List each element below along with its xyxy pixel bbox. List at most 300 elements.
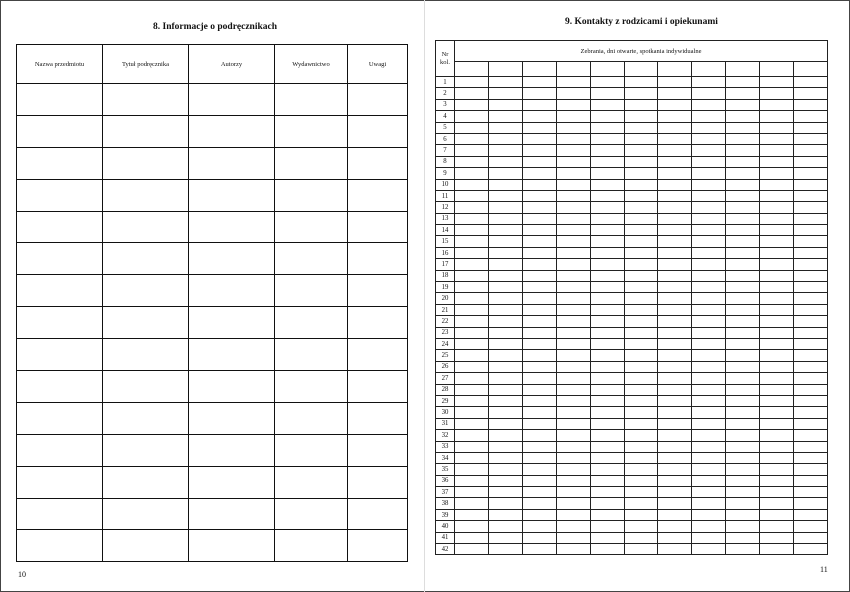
contact-cell[interactable] [658, 441, 692, 452]
contact-cell[interactable] [556, 202, 590, 213]
contact-cell[interactable] [488, 259, 522, 270]
contact-cell[interactable] [455, 122, 489, 133]
contact-cell[interactable] [760, 145, 794, 156]
contact-cell[interactable] [760, 498, 794, 509]
contact-cell[interactable] [794, 282, 828, 293]
contact-cell[interactable] [692, 247, 726, 258]
books-cell[interactable] [17, 84, 103, 116]
contact-cell[interactable] [658, 259, 692, 270]
books-cell[interactable] [17, 402, 103, 434]
contact-cell[interactable] [522, 350, 556, 361]
contact-cell[interactable] [658, 99, 692, 110]
contact-cell[interactable] [692, 133, 726, 144]
contact-cell[interactable] [794, 361, 828, 372]
books-cell[interactable] [189, 466, 275, 498]
contact-cell[interactable] [522, 88, 556, 99]
contact-cell[interactable] [556, 430, 590, 441]
books-cell[interactable] [17, 243, 103, 275]
contact-cell[interactable] [658, 384, 692, 395]
contact-cell[interactable] [455, 532, 489, 543]
contact-cell[interactable] [794, 316, 828, 327]
books-cell[interactable] [189, 179, 275, 211]
contact-cell[interactable] [556, 544, 590, 555]
contact-cell[interactable] [794, 156, 828, 167]
contact-cell[interactable] [455, 316, 489, 327]
meeting-date-header-cell[interactable] [658, 62, 692, 77]
contact-cell[interactable] [760, 304, 794, 315]
books-cell[interactable] [103, 275, 189, 307]
contact-cell[interactable] [522, 441, 556, 452]
contact-cell[interactable] [590, 282, 624, 293]
contact-cell[interactable] [590, 236, 624, 247]
books-cell[interactable] [189, 211, 275, 243]
contact-cell[interactable] [556, 293, 590, 304]
contact-cell[interactable] [556, 304, 590, 315]
contact-cell[interactable] [692, 418, 726, 429]
meeting-date-header-cell[interactable] [556, 62, 590, 77]
books-cell[interactable] [17, 371, 103, 403]
contact-cell[interactable] [760, 532, 794, 543]
books-cell[interactable] [103, 243, 189, 275]
contact-cell[interactable] [658, 270, 692, 281]
contact-cell[interactable] [658, 77, 692, 88]
contact-cell[interactable] [488, 304, 522, 315]
books-cell[interactable] [275, 339, 348, 371]
contact-cell[interactable] [556, 99, 590, 110]
books-cell[interactable] [275, 402, 348, 434]
contact-cell[interactable] [455, 270, 489, 281]
contact-cell[interactable] [455, 213, 489, 224]
contact-cell[interactable] [556, 225, 590, 236]
contact-cell[interactable] [760, 327, 794, 338]
contact-cell[interactable] [794, 441, 828, 452]
contact-cell[interactable] [760, 293, 794, 304]
contact-cell[interactable] [624, 304, 658, 315]
contact-cell[interactable] [522, 270, 556, 281]
contact-cell[interactable] [556, 350, 590, 361]
books-cell[interactable] [17, 466, 103, 498]
books-cell[interactable] [348, 211, 408, 243]
contact-cell[interactable] [658, 247, 692, 258]
contact-cell[interactable] [556, 316, 590, 327]
contact-cell[interactable] [692, 122, 726, 133]
contact-cell[interactable] [522, 464, 556, 475]
contact-cell[interactable] [488, 498, 522, 509]
books-cell[interactable] [348, 243, 408, 275]
contact-cell[interactable] [488, 384, 522, 395]
contact-cell[interactable] [658, 509, 692, 520]
contact-cell[interactable] [658, 304, 692, 315]
contact-cell[interactable] [760, 259, 794, 270]
contact-cell[interactable] [488, 316, 522, 327]
contact-cell[interactable] [488, 532, 522, 543]
contact-cell[interactable] [455, 373, 489, 384]
contact-cell[interactable] [488, 179, 522, 190]
books-cell[interactable] [189, 84, 275, 116]
contact-cell[interactable] [590, 544, 624, 555]
books-cell[interactable] [103, 466, 189, 498]
books-cell[interactable] [17, 434, 103, 466]
contact-cell[interactable] [455, 452, 489, 463]
contact-cell[interactable] [522, 395, 556, 406]
contact-cell[interactable] [760, 282, 794, 293]
contact-cell[interactable] [726, 487, 760, 498]
books-cell[interactable] [189, 147, 275, 179]
contact-cell[interactable] [556, 156, 590, 167]
contact-cell[interactable] [590, 418, 624, 429]
books-cell[interactable] [348, 530, 408, 562]
books-cell[interactable] [275, 211, 348, 243]
contact-cell[interactable] [760, 225, 794, 236]
contact-cell[interactable] [726, 544, 760, 555]
contact-cell[interactable] [760, 418, 794, 429]
contact-cell[interactable] [658, 88, 692, 99]
contact-cell[interactable] [488, 544, 522, 555]
contact-cell[interactable] [692, 225, 726, 236]
contact-cell[interactable] [658, 350, 692, 361]
contact-cell[interactable] [455, 544, 489, 555]
contact-cell[interactable] [556, 361, 590, 372]
contact-cell[interactable] [455, 304, 489, 315]
contact-cell[interactable] [590, 350, 624, 361]
contact-cell[interactable] [692, 509, 726, 520]
contact-cell[interactable] [488, 122, 522, 133]
contact-cell[interactable] [624, 521, 658, 532]
contact-cell[interactable] [726, 225, 760, 236]
contact-cell[interactable] [726, 498, 760, 509]
contact-cell[interactable] [488, 168, 522, 179]
contact-cell[interactable] [522, 247, 556, 258]
contact-cell[interactable] [556, 190, 590, 201]
contact-cell[interactable] [522, 213, 556, 224]
contact-cell[interactable] [794, 145, 828, 156]
contact-cell[interactable] [658, 327, 692, 338]
books-cell[interactable] [348, 402, 408, 434]
contact-cell[interactable] [488, 99, 522, 110]
contact-cell[interactable] [590, 441, 624, 452]
contact-cell[interactable] [794, 509, 828, 520]
contact-cell[interactable] [488, 88, 522, 99]
contact-cell[interactable] [760, 384, 794, 395]
contact-cell[interactable] [590, 338, 624, 349]
contact-cell[interactable] [488, 338, 522, 349]
contact-cell[interactable] [624, 361, 658, 372]
contact-cell[interactable] [624, 99, 658, 110]
books-cell[interactable] [348, 371, 408, 403]
contact-cell[interactable] [726, 259, 760, 270]
contact-cell[interactable] [522, 179, 556, 190]
contact-cell[interactable] [658, 179, 692, 190]
contact-cell[interactable] [658, 145, 692, 156]
contact-cell[interactable] [658, 544, 692, 555]
contact-cell[interactable] [692, 111, 726, 122]
contact-cell[interactable] [522, 544, 556, 555]
contact-cell[interactable] [590, 293, 624, 304]
books-cell[interactable] [275, 275, 348, 307]
contact-cell[interactable] [624, 259, 658, 270]
books-cell[interactable] [189, 339, 275, 371]
contact-cell[interactable] [794, 487, 828, 498]
contact-cell[interactable] [455, 327, 489, 338]
contact-cell[interactable] [590, 361, 624, 372]
contact-cell[interactable] [455, 350, 489, 361]
contact-cell[interactable] [556, 282, 590, 293]
books-cell[interactable] [17, 307, 103, 339]
contact-cell[interactable] [658, 407, 692, 418]
contact-cell[interactable] [590, 122, 624, 133]
contact-cell[interactable] [522, 316, 556, 327]
contact-cell[interactable] [726, 407, 760, 418]
contact-cell[interactable] [556, 259, 590, 270]
contact-cell[interactable] [590, 487, 624, 498]
contact-cell[interactable] [692, 179, 726, 190]
contact-cell[interactable] [794, 190, 828, 201]
contact-cell[interactable] [488, 509, 522, 520]
contact-cell[interactable] [794, 395, 828, 406]
contact-cell[interactable] [488, 202, 522, 213]
contact-cell[interactable] [726, 452, 760, 463]
contact-cell[interactable] [455, 247, 489, 258]
contact-cell[interactable] [726, 156, 760, 167]
meeting-date-header-cell[interactable] [794, 62, 828, 77]
contact-cell[interactable] [488, 430, 522, 441]
contact-cell[interactable] [455, 111, 489, 122]
contact-cell[interactable] [658, 236, 692, 247]
contact-cell[interactable] [556, 373, 590, 384]
contact-cell[interactable] [522, 236, 556, 247]
contact-cell[interactable] [624, 145, 658, 156]
books-cell[interactable] [103, 434, 189, 466]
books-cell[interactable] [189, 371, 275, 403]
contact-cell[interactable] [455, 77, 489, 88]
contact-cell[interactable] [590, 156, 624, 167]
books-cell[interactable] [103, 402, 189, 434]
contact-cell[interactable] [624, 190, 658, 201]
books-cell[interactable] [103, 211, 189, 243]
contact-cell[interactable] [488, 190, 522, 201]
contact-cell[interactable] [522, 259, 556, 270]
contact-cell[interactable] [455, 225, 489, 236]
contact-cell[interactable] [624, 384, 658, 395]
contact-cell[interactable] [794, 407, 828, 418]
contact-cell[interactable] [556, 247, 590, 258]
contact-cell[interactable] [624, 350, 658, 361]
contact-cell[interactable] [590, 88, 624, 99]
books-cell[interactable] [348, 339, 408, 371]
books-cell[interactable] [275, 434, 348, 466]
contact-cell[interactable] [692, 190, 726, 201]
contact-cell[interactable] [624, 236, 658, 247]
contact-cell[interactable] [624, 293, 658, 304]
contact-cell[interactable] [455, 475, 489, 486]
contact-cell[interactable] [522, 361, 556, 372]
contact-cell[interactable] [522, 145, 556, 156]
contact-cell[interactable] [794, 452, 828, 463]
contact-cell[interactable] [522, 327, 556, 338]
contact-cell[interactable] [658, 190, 692, 201]
contact-cell[interactable] [455, 88, 489, 99]
contact-cell[interactable] [455, 418, 489, 429]
contact-cell[interactable] [726, 475, 760, 486]
contact-cell[interactable] [556, 452, 590, 463]
contact-cell[interactable] [455, 407, 489, 418]
contact-cell[interactable] [658, 430, 692, 441]
books-cell[interactable] [17, 498, 103, 530]
contact-cell[interactable] [488, 270, 522, 281]
books-cell[interactable] [189, 498, 275, 530]
contact-cell[interactable] [692, 293, 726, 304]
contact-cell[interactable] [726, 77, 760, 88]
contact-cell[interactable] [726, 373, 760, 384]
contact-cell[interactable] [794, 225, 828, 236]
contact-cell[interactable] [658, 156, 692, 167]
books-cell[interactable] [103, 147, 189, 179]
contact-cell[interactable] [590, 270, 624, 281]
contact-cell[interactable] [760, 236, 794, 247]
contact-cell[interactable] [658, 225, 692, 236]
contact-cell[interactable] [692, 487, 726, 498]
meeting-date-header-cell[interactable] [692, 62, 726, 77]
contact-cell[interactable] [794, 532, 828, 543]
contact-cell[interactable] [726, 316, 760, 327]
contact-cell[interactable] [522, 111, 556, 122]
contact-cell[interactable] [624, 509, 658, 520]
contact-cell[interactable] [692, 202, 726, 213]
books-cell[interactable] [189, 307, 275, 339]
contact-cell[interactable] [726, 88, 760, 99]
books-cell[interactable] [103, 84, 189, 116]
contact-cell[interactable] [455, 259, 489, 270]
contact-cell[interactable] [658, 213, 692, 224]
contact-cell[interactable] [760, 407, 794, 418]
contact-cell[interactable] [455, 156, 489, 167]
contact-cell[interactable] [590, 213, 624, 224]
contact-cell[interactable] [726, 247, 760, 258]
books-cell[interactable] [103, 307, 189, 339]
contact-cell[interactable] [522, 373, 556, 384]
contact-cell[interactable] [794, 327, 828, 338]
contact-cell[interactable] [692, 384, 726, 395]
contact-cell[interactable] [590, 498, 624, 509]
books-cell[interactable] [275, 530, 348, 562]
contact-cell[interactable] [692, 350, 726, 361]
contact-cell[interactable] [692, 532, 726, 543]
contact-cell[interactable] [726, 304, 760, 315]
contact-cell[interactable] [624, 327, 658, 338]
contact-cell[interactable] [590, 532, 624, 543]
contact-cell[interactable] [692, 88, 726, 99]
contact-cell[interactable] [624, 225, 658, 236]
contact-cell[interactable] [726, 441, 760, 452]
contact-cell[interactable] [760, 338, 794, 349]
contact-cell[interactable] [624, 156, 658, 167]
contact-cell[interactable] [590, 316, 624, 327]
contact-cell[interactable] [522, 532, 556, 543]
contact-cell[interactable] [488, 407, 522, 418]
contact-cell[interactable] [760, 464, 794, 475]
contact-cell[interactable] [488, 77, 522, 88]
contact-cell[interactable] [658, 487, 692, 498]
contact-cell[interactable] [590, 521, 624, 532]
contact-cell[interactable] [624, 202, 658, 213]
books-cell[interactable] [348, 466, 408, 498]
contact-cell[interactable] [455, 202, 489, 213]
books-cell[interactable] [275, 179, 348, 211]
books-cell[interactable] [348, 498, 408, 530]
contact-cell[interactable] [692, 270, 726, 281]
contact-cell[interactable] [488, 487, 522, 498]
contact-cell[interactable] [794, 213, 828, 224]
contact-cell[interactable] [590, 304, 624, 315]
contact-cell[interactable] [726, 202, 760, 213]
contact-cell[interactable] [692, 145, 726, 156]
contact-cell[interactable] [692, 99, 726, 110]
contact-cell[interactable] [726, 145, 760, 156]
contact-cell[interactable] [726, 270, 760, 281]
contact-cell[interactable] [455, 338, 489, 349]
contact-cell[interactable] [794, 247, 828, 258]
contact-cell[interactable] [590, 145, 624, 156]
contact-cell[interactable] [590, 509, 624, 520]
contact-cell[interactable] [522, 521, 556, 532]
contact-cell[interactable] [522, 304, 556, 315]
contact-cell[interactable] [760, 350, 794, 361]
contact-cell[interactable] [624, 338, 658, 349]
contact-cell[interactable] [624, 122, 658, 133]
contact-cell[interactable] [624, 395, 658, 406]
contact-cell[interactable] [760, 111, 794, 122]
contact-cell[interactable] [658, 498, 692, 509]
contact-cell[interactable] [794, 293, 828, 304]
contact-cell[interactable] [590, 111, 624, 122]
contact-cell[interactable] [760, 179, 794, 190]
contact-cell[interactable] [692, 395, 726, 406]
contact-cell[interactable] [760, 270, 794, 281]
contact-cell[interactable] [522, 407, 556, 418]
contact-cell[interactable] [726, 122, 760, 133]
contact-cell[interactable] [488, 236, 522, 247]
contact-cell[interactable] [556, 418, 590, 429]
contact-cell[interactable] [488, 111, 522, 122]
contact-cell[interactable] [726, 213, 760, 224]
contact-cell[interactable] [522, 99, 556, 110]
books-cell[interactable] [348, 147, 408, 179]
contact-cell[interactable] [488, 213, 522, 224]
contact-cell[interactable] [488, 350, 522, 361]
contact-cell[interactable] [556, 236, 590, 247]
contact-cell[interactable] [624, 407, 658, 418]
contact-cell[interactable] [590, 179, 624, 190]
books-cell[interactable] [348, 434, 408, 466]
contact-cell[interactable] [726, 190, 760, 201]
meeting-date-header-cell[interactable] [522, 62, 556, 77]
contact-cell[interactable] [760, 168, 794, 179]
contact-cell[interactable] [794, 88, 828, 99]
contact-cell[interactable] [522, 282, 556, 293]
contact-cell[interactable] [726, 282, 760, 293]
contact-cell[interactable] [726, 293, 760, 304]
contact-cell[interactable] [794, 259, 828, 270]
contact-cell[interactable] [658, 361, 692, 372]
contact-cell[interactable] [658, 521, 692, 532]
contact-cell[interactable] [760, 156, 794, 167]
contact-cell[interactable] [624, 452, 658, 463]
contact-cell[interactable] [488, 395, 522, 406]
contact-cell[interactable] [590, 168, 624, 179]
contact-cell[interactable] [455, 384, 489, 395]
contact-cell[interactable] [760, 77, 794, 88]
contact-cell[interactable] [455, 441, 489, 452]
